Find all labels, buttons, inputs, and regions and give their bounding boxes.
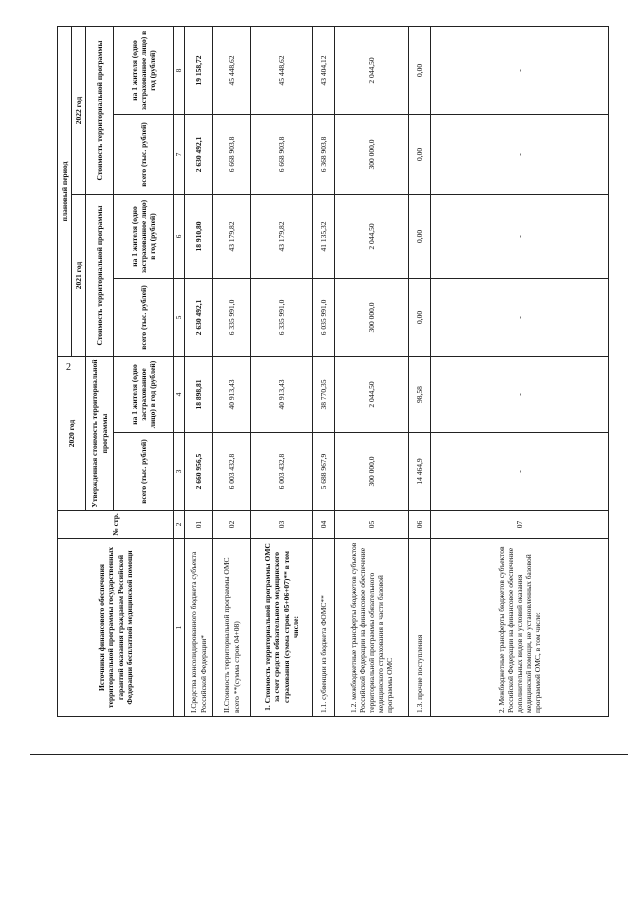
cell: 6 668 903,8 bbox=[213, 114, 251, 194]
cell: 18 910,80 bbox=[185, 194, 213, 278]
header-row-no: № стр. bbox=[58, 511, 174, 539]
rotated-table-container bbox=[57, 30, 640, 717]
header-total-2020: всего (тыс. рублей) bbox=[114, 433, 174, 511]
cell: 0,00 bbox=[409, 26, 431, 114]
col-index: 4 bbox=[174, 356, 185, 432]
cell: 2 630 492,1 bbox=[185, 114, 213, 194]
row-label: 1.3. прочие поступления bbox=[409, 539, 431, 717]
cell: 2 660 956,5 bbox=[185, 433, 213, 511]
row-label: 1.1. субвенции из бюджета ФОМС** bbox=[313, 539, 335, 717]
col-index: 1 bbox=[174, 539, 185, 717]
cell: - bbox=[431, 278, 609, 356]
page-divider-line bbox=[30, 754, 628, 755]
cell: 18 898,81 bbox=[185, 356, 213, 432]
header-2020: 2020 год bbox=[58, 356, 86, 510]
cell: - bbox=[431, 26, 609, 114]
cell: 2 630 492,1 bbox=[185, 278, 213, 356]
table-row bbox=[313, 26, 335, 716]
cell: 98,58 bbox=[409, 356, 431, 432]
cell: 2 044,50 bbox=[335, 194, 409, 278]
row-label: 2. Межбюджетные трансферты бюджетов субъектов Российской Федерации на финансовое обеспечение дополнительных видов и условий оказания медицинской помощи, не установленных базовой программой ОМС, в том числе: bbox=[431, 539, 609, 717]
cell: 2 044,50 bbox=[335, 356, 409, 432]
col-index: 8 bbox=[174, 26, 185, 114]
row-no: 03 bbox=[251, 511, 313, 539]
row-label: II.Стоимость территориальной программы ОМС всего **(сумма строк 04+08) bbox=[213, 539, 251, 717]
cell: 6 003 432,8 bbox=[251, 433, 313, 511]
header-total-2022: всего (тыс. рублей) bbox=[114, 114, 174, 194]
row-label: 1. Стоимость территориальной программы ОМС за счет средств обязательного медицинского страхования (сумма строк 05+06+07)** в том числе: bbox=[251, 539, 313, 717]
table-row bbox=[335, 26, 409, 716]
cell: 0,00 bbox=[409, 278, 431, 356]
cell: 6 335 991,0 bbox=[213, 278, 251, 356]
cell: 41 135,32 bbox=[313, 194, 335, 278]
cell: 5 688 967,9 bbox=[313, 433, 335, 511]
cell: 45 448,62 bbox=[213, 26, 251, 114]
cell: 19 158,72 bbox=[185, 26, 213, 114]
row-no: 04 bbox=[313, 511, 335, 539]
header-approved-cost: Утвержденная стоимость территориальной программы bbox=[86, 356, 114, 510]
cell: 6 035 991,0 bbox=[313, 278, 335, 356]
row-label: I.Средства консолидированного бюджета субъекта Российской Федерации* bbox=[185, 539, 213, 717]
col-index: 5 bbox=[174, 278, 185, 356]
cell: 6 368 903,8 bbox=[313, 114, 335, 194]
cell: - bbox=[431, 194, 609, 278]
col-index: 2 bbox=[174, 511, 185, 539]
cell: 43 179,82 bbox=[251, 194, 313, 278]
table-row bbox=[409, 26, 431, 716]
cell: 0,00 bbox=[409, 114, 431, 194]
cell: 43 179,82 bbox=[213, 194, 251, 278]
cell: 40 913,43 bbox=[213, 356, 251, 432]
cell: - bbox=[431, 356, 609, 432]
cell: - bbox=[431, 114, 609, 194]
header-2021: 2021 год bbox=[72, 194, 86, 356]
header-cost-2022: Стоимость территориальной программы bbox=[86, 26, 114, 194]
cell: 38 770,35 bbox=[313, 356, 335, 432]
table-row bbox=[251, 26, 313, 716]
cell: 300 000,0 bbox=[335, 114, 409, 194]
row-no: 06 bbox=[409, 511, 431, 539]
row-label: 1.2. межбюджетные трансферты бюджетов субъектов Российской Федерации на финансовое обеспечение территориальной программы обязательного медицинского страхования в части базовой программы ОМС bbox=[335, 539, 409, 717]
cell: 0,00 bbox=[409, 194, 431, 278]
row-no: 07 bbox=[431, 511, 609, 539]
col-index: 6 bbox=[174, 194, 185, 278]
cell: 45 448,62 bbox=[251, 26, 313, 114]
cell: 2 044,50 bbox=[335, 26, 409, 114]
row-no: 05 bbox=[335, 511, 409, 539]
cell: 14 464,9 bbox=[409, 433, 431, 511]
cell: 6 003 432,8 bbox=[213, 433, 251, 511]
page-number: 2 bbox=[66, 362, 71, 373]
cell: 40 913,43 bbox=[251, 356, 313, 432]
header-planning-period: плановый период bbox=[58, 26, 72, 356]
cell: 6 335 991,0 bbox=[251, 278, 313, 356]
header-2022: 2022 год bbox=[72, 26, 86, 194]
header-per-person-2020: на 1 жителя (одно застрахованное лицо) в год (рублей) bbox=[114, 356, 174, 432]
financing-table bbox=[57, 26, 609, 717]
col-index: 7 bbox=[174, 114, 185, 194]
header-cost-2021: Стоимость территориальной программы bbox=[86, 194, 114, 356]
cell: 300 000,0 bbox=[335, 433, 409, 511]
table-row bbox=[431, 26, 609, 716]
header-per-person-2021: на 1 жителя (одно застрахованное лицо) в год (рублей) bbox=[114, 194, 174, 278]
col-index: 3 bbox=[174, 433, 185, 511]
header-per-person-2022: на 1 жителя (одно застрахованное лицо) в год (рублей) bbox=[114, 26, 174, 114]
row-no: 02 bbox=[213, 511, 251, 539]
row-no: 01 bbox=[185, 511, 213, 539]
cell: 300 000,0 bbox=[335, 278, 409, 356]
header-source: Источники финансового обеспечения территориальной программы государственных гарантий оказания гражданам Российской Федерации бесплатной медицинской помощи bbox=[58, 539, 174, 717]
table-row bbox=[213, 26, 251, 716]
cell: - bbox=[431, 433, 609, 511]
cell: 6 668 903,8 bbox=[251, 114, 313, 194]
table-row bbox=[185, 26, 213, 716]
header-total-2021: всего (тыс. рублей) bbox=[114, 278, 174, 356]
cell: 43 404,12 bbox=[313, 26, 335, 114]
